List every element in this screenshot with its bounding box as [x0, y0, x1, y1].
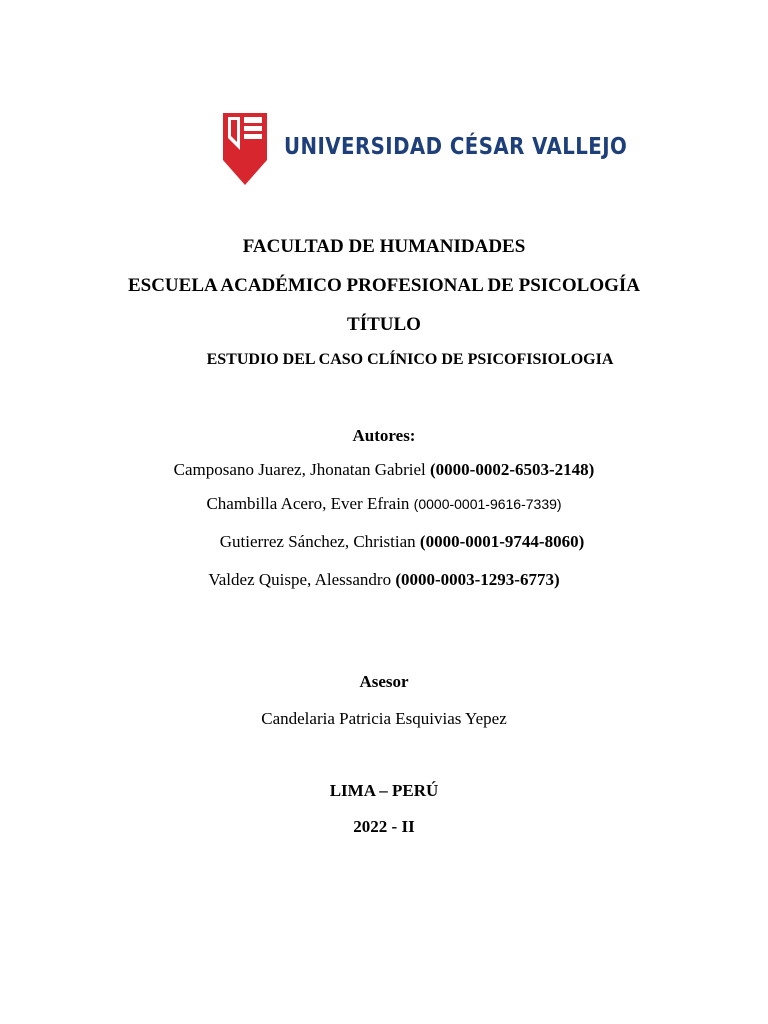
university-shield-icon — [220, 110, 270, 188]
authors-label: Autores: — [352, 426, 416, 445]
author-orcid: (0000-0003-1293-6773) — [395, 570, 560, 589]
author-name: Gutierrez Sánchez, Christian — [219, 532, 420, 551]
university-logo — [220, 110, 683, 188]
faculty-heading: FACULTAD DE HUMANIDADES — [242, 236, 526, 257]
author-name: Chambilla Acero, Ever Efrain — [206, 494, 414, 513]
author-name: Valdez Quispe, Alessandro — [208, 570, 396, 589]
author-orcid: (0000-0001-9744-8060) — [419, 532, 585, 551]
place: LIMA – PERÚ — [329, 781, 439, 800]
school-heading: ESCUELA ACADÉMICO PROFESIONAL DE PSICOLOGÍA — [127, 275, 641, 296]
period: 2022 - II — [353, 817, 415, 836]
university-name: UNIVERSIDAD CÉSAR VALLEJO — [284, 134, 628, 160]
author-3 — [18, 532, 768, 552]
advisor-label: Asesor — [359, 672, 409, 691]
author-2 — [0, 494, 768, 514]
author-name: Camposano Juarez, Jhonatan Gabriel — [173, 460, 431, 479]
author-orcid: (0000-0001-9616-7339) — [413, 496, 562, 512]
advisor-name: Candelaria Patricia Esquivias Yepez — [261, 709, 507, 728]
document-title: ESTUDIO DEL CASO CLÍNICO DE PSICOFISIOLOGIA — [206, 351, 614, 368]
title-label: TÍTULO — [347, 314, 421, 335]
author-4 — [0, 570, 768, 590]
author-orcid: (0000-0002-6503-2148) — [430, 460, 595, 479]
author-1 — [0, 460, 768, 480]
